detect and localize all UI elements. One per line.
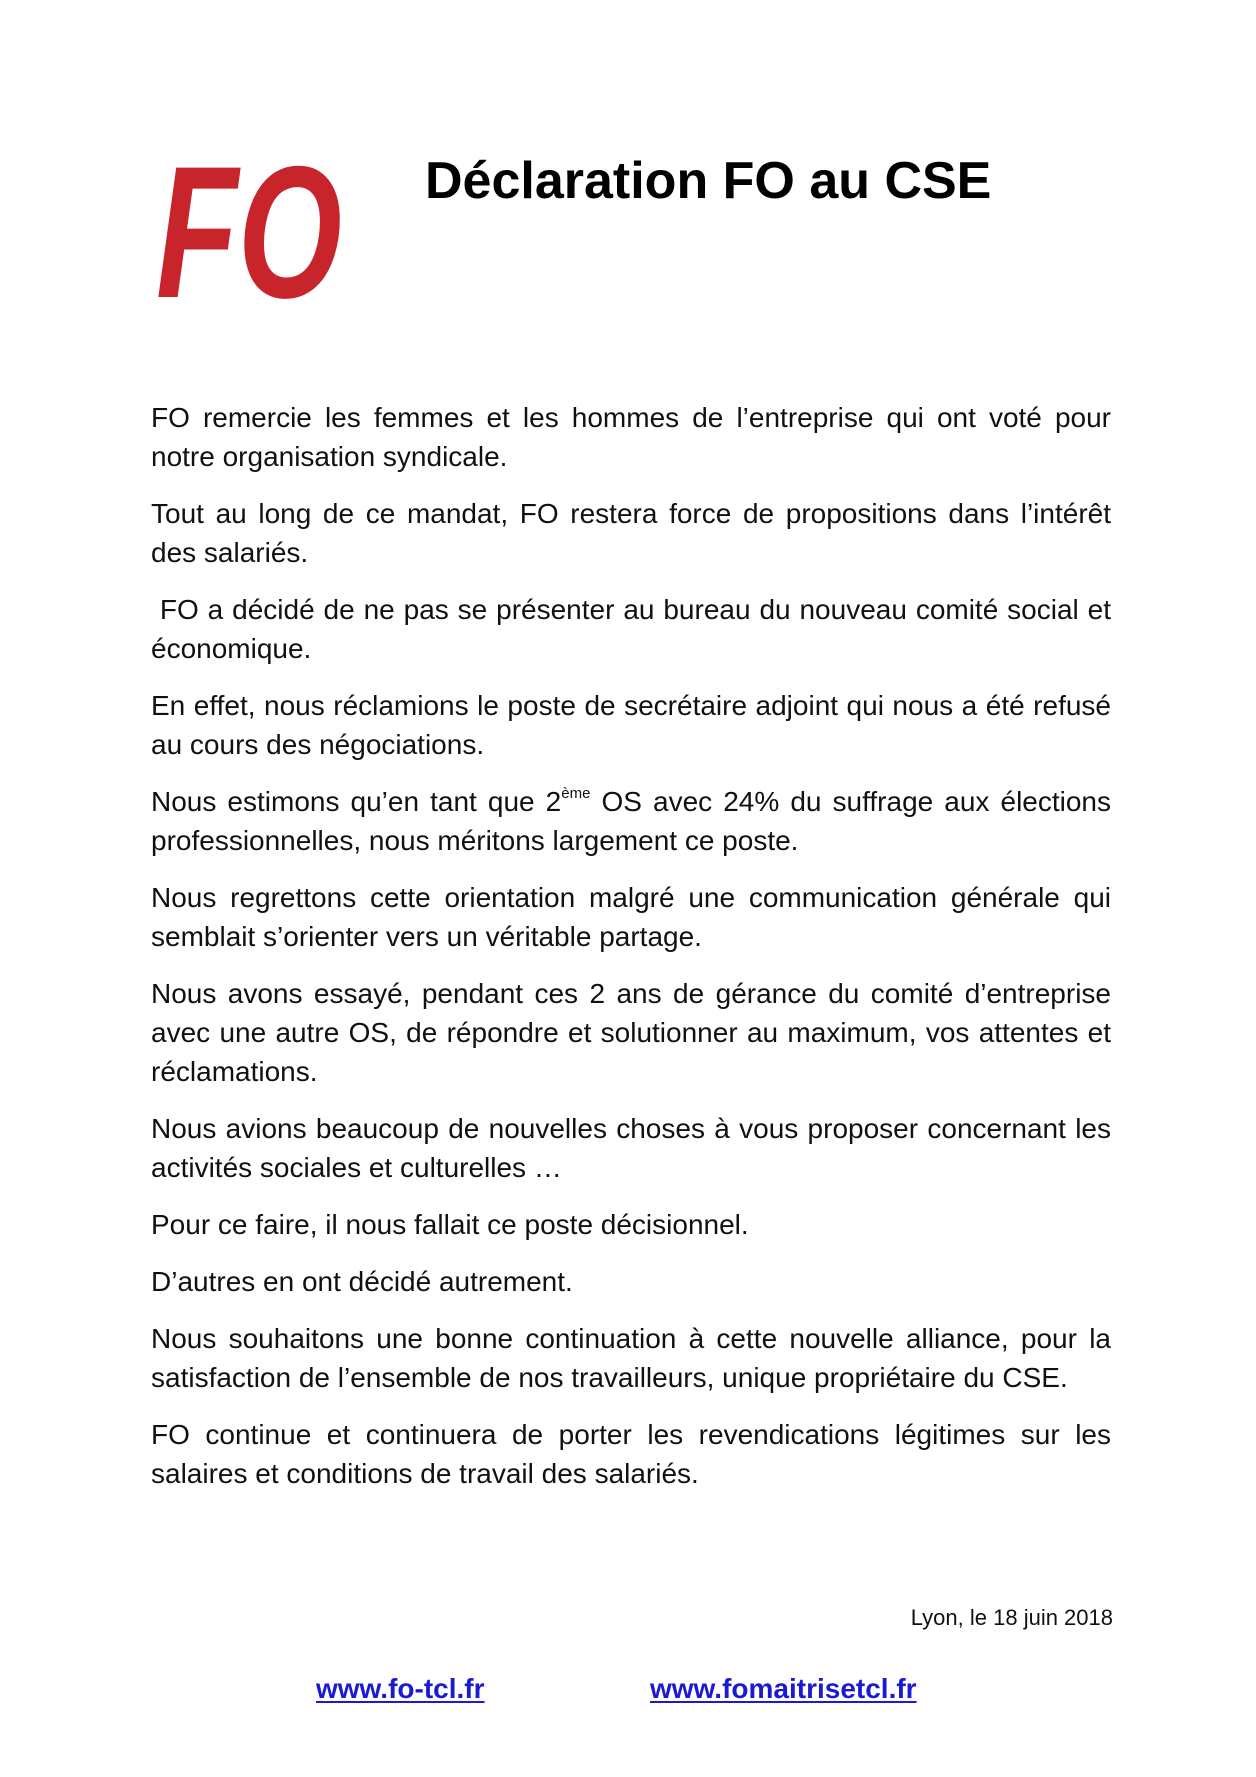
- paragraph-post: Pour ce faire, il nous fallait ce poste décisionnel.: [151, 1209, 749, 1240]
- paragraph-thanks: FO remercie les femmes et les hommes de l’entreprise qui ont voté pour notre organisation syndicale.: [151, 402, 1111, 472]
- fo-logo-icon: [156, 127, 346, 337]
- fo-logo: [156, 127, 346, 337]
- footer-links: [0, 1673, 1256, 1713]
- link-fo-tcl[interactable]: www.fo-tcl.fr: [316, 1673, 485, 1704]
- paragraph-second-os: [151, 782, 1111, 860]
- svg-text:FO: FO: [156, 127, 342, 337]
- paragraph-mandate: Tout au long de ce mandat, FO restera force de propositions dans l’intérêt des salariés.: [151, 498, 1111, 568]
- paragraph-os-superscript: ème: [561, 784, 591, 802]
- signature-date: Lyon, le 18 juin 2018: [910, 1605, 1113, 1630]
- paragraph-bureau: FO a décidé de ne pas se présenter au bureau du nouveau comité social et économique.: [151, 594, 1119, 664]
- page-title: Déclaration FO au CSE: [425, 152, 992, 210]
- paragraph-continue: FO continue et continuera de porter les revendications légitimes sur les salaires et conditions de travail des salariés.: [151, 1419, 1111, 1489]
- paragraph-others: D’autres en ont décidé autrement.: [151, 1266, 573, 1297]
- paragraph-two-years: Nous avons essayé, pendant ces 2 ans de gérance du comité d’entreprise avec une autre OS, de répondre et solutionner au maximum, vos attentes et réclamations.: [151, 978, 1111, 1087]
- paragraph-alliance: Nous souhaitons une bonne continuation à cette nouvelle alliance, pour la satisfaction de l’ensemble de nos travailleurs, unique propriétaire du CSE.: [151, 1323, 1111, 1393]
- paragraph-os-before: Nous estimons qu’en tant que 2: [151, 786, 562, 817]
- paragraph-os-after: OS avec 24% du suffrage aux élections professionnelles, nous méritons largement ce poste.: [151, 786, 1112, 856]
- link-fomaitrisetcl[interactable]: www.fomaitrisetcl.fr: [650, 1673, 917, 1704]
- paragraph-regret: Nous regrettons cette orientation malgré une communication générale qui semblait s’orienter vers un véritable partage.: [151, 882, 1111, 952]
- paragraph-secretary: En effet, nous réclamions le poste de secrétaire adjoint qui nous a été refusé au cours des négociations.: [151, 690, 1111, 760]
- paragraph-new-things: Nous avions beaucoup de nouvelles choses à vous proposer concernant les activités sociales et culturelles …: [151, 1113, 1111, 1183]
- declaration-body: [151, 398, 1119, 1511]
